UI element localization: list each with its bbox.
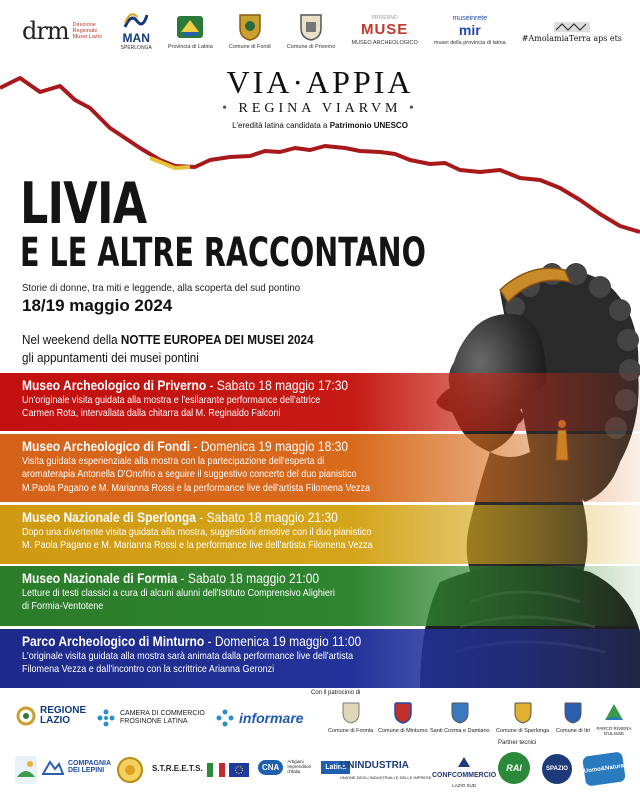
provincia-latina-logo: Provincia di Latina	[168, 5, 213, 57]
museinrete-logo: museinrete mir musei della provincia di latina	[433, 15, 506, 47]
informare-mark-icon	[215, 708, 235, 728]
man-sperlonga-logo: MAN SPERLONGA	[121, 5, 152, 57]
regione-lazio-text: REGIONE LAZIO	[40, 705, 87, 726]
event-desc-line: Letture di testi classici a cura di alcuni alunni dell'Istituto Comprensivo Alighieri	[22, 586, 335, 599]
via-appia-subtitle: • REGINA VIARVM •	[222, 101, 418, 116]
comune-priverno-logo: Comune di Priverno	[287, 5, 336, 57]
event-band-minturno	[0, 629, 640, 688]
top-logo-strip	[0, 0, 640, 62]
intro-line-1: Nel weekend della NOTTE EUROPEA DEI MUSEI 2024	[22, 332, 314, 347]
confcommercio-mark-icon	[457, 756, 471, 768]
camera-commercio-mark-icon	[96, 708, 116, 728]
event-title: Museo Archeologico di Priverno - Sabato 18 maggio 17:30	[22, 377, 349, 393]
parco-riviera-ulisse-logo: PARCO RIVIERA D'ULISSE	[596, 702, 632, 736]
drm-logo: drm Direzione Regionale Musei Lazio	[22, 17, 102, 45]
landscape-logo-icon	[14, 755, 38, 785]
event-desc-line: L'originale visita guidata alla mostra sarà animata dalla performance live dell'artista	[22, 649, 354, 662]
man-wave-icon	[123, 11, 149, 29]
row2-logo-landscape	[14, 755, 38, 785]
itri-crest-icon	[564, 702, 582, 724]
sperlonga-crest-icon	[514, 702, 532, 724]
sun-seal-logo	[116, 756, 144, 784]
event-title: Museo Nazionale di Formia - Sabato 18 maggio 21:00	[22, 570, 320, 586]
compagnia-lepini-logo: COMPAGNIA DEI LEPINI	[42, 758, 118, 776]
comune-fondi-logo: Comune di Fondi	[229, 5, 271, 57]
santi-cosma-damiano-logo: Santi Cosma e Damiano	[430, 702, 490, 734]
subtitle-dot-left: •	[222, 101, 231, 116]
event-desc-line: M.Paola Pagano e M. Marianna Rossi e la performance live dell'artista Filomena Vezza	[22, 482, 371, 495]
cna-logo: CNA Artigiani Imprenditori d'Italia Latina	[258, 760, 350, 775]
eu-flag-icon	[207, 763, 249, 777]
priverno-crest-icon	[298, 12, 324, 42]
informare-logo: informare	[215, 708, 304, 728]
intro-text	[22, 331, 314, 366]
event-band-fondi	[0, 434, 640, 502]
unindustria-logo: UNINDUSTRIA UNIONE DEGLI INDUSTRIALI E DELLE IMPRESE	[340, 760, 432, 780]
patrocinio-label: Con il patrocinio di	[311, 690, 361, 696]
partner-label: Partner tecnici	[498, 740, 537, 746]
spazio-logo	[542, 754, 572, 784]
confcommercio-logo: CONFCOMMERCIO LAZIO SUD	[432, 756, 496, 788]
event-title: Museo Nazionale di Sperlonga - Sabato 18 maggio 21:30	[22, 509, 338, 525]
streets-logo: S.T.R.E.E.T.S.	[152, 764, 203, 773]
event-title: Museo Archeologico di Fondi - Domenica 19 maggio 18:30	[22, 438, 349, 454]
event-title: Parco Archeologico di Minturno - Domenica 19 maggio 11:00	[22, 633, 362, 649]
comune-itri-logo: Comune di Itri	[556, 702, 590, 734]
via-appia-tagline: L'eredità latina candidata a Patrimonio UNESCO	[232, 121, 408, 130]
provincia-latina-crest-icon	[175, 12, 205, 42]
fondi-crest-icon	[237, 12, 263, 42]
headline-raccontano: E LE ALTRE RACCONTANO	[20, 230, 426, 276]
via-appia-title: VIA·APPIA	[226, 64, 414, 100]
amolamiaterra-logo: #AmolamiaTerra aps ets	[522, 5, 622, 57]
headline-livia: LIVIA	[20, 171, 147, 237]
event-desc-line: Un'originale visita guidata alla mostra e l'esilarante performance dell'attrice	[22, 393, 321, 406]
event-desc-line: Carmen Rota, intervallata dalla chitarra dal M. Reginaldo Falconi	[22, 407, 281, 420]
intro-line-2: gli appuntamenti dei musei pontini	[22, 349, 199, 365]
regione-lazio-mark-icon	[16, 706, 36, 726]
event-desc-line: di Formia-Ventotene	[22, 600, 104, 613]
event-desc-line: Dopo una divertente visita guidata alla mostra, suggestioni emotive con il duo pianistico	[22, 525, 372, 538]
event-desc-line: aromaterapia Antonella D'Onofrio a seguire il suggestivo concerto del duo pianistico	[22, 468, 357, 481]
uomo-natura-badge: Uomo&Natura	[582, 751, 626, 786]
camera-commercio-logo	[96, 708, 205, 728]
event-band-priverno	[0, 373, 640, 431]
event-desc-line: Visita guidata esperienziale alla mostra con la partecipazione dell'esperta di	[22, 454, 325, 467]
minturno-crest-icon	[394, 702, 412, 724]
formia-crest-icon	[342, 702, 360, 724]
event-date: 18/19 maggio 2024	[22, 296, 173, 315]
santi-cosma-crest-icon	[451, 702, 469, 724]
event-desc-line: Filomena Vezza e dall'incontro con la scrittrice Arianna Geronzi	[22, 663, 275, 676]
regione-lazio-logo	[16, 706, 86, 726]
rai-badge: RAI	[498, 752, 530, 784]
muse-priverno-logo: PRIVERNO MUSE MUSEO ARCHEOLOGICO	[351, 15, 418, 47]
spazio-badge: SPAZIO	[542, 754, 572, 784]
amolamiaterra-mark-icon	[552, 20, 592, 34]
comune-sperlonga-logo: Comune di Sperlonga	[496, 702, 549, 734]
sun-seal-icon	[116, 756, 144, 784]
lepini-mark-icon	[42, 758, 64, 776]
subtitle-dot-right: •	[409, 101, 418, 116]
rai-logo	[498, 752, 530, 784]
comune-minturno-logo: Comune di Minturno	[378, 702, 428, 734]
headline-lead: Storie di donne, tra miti e leggende, alla scoperta del sud pontino	[22, 282, 301, 294]
uomo-natura-logo	[584, 754, 624, 784]
event-band-sperlonga	[0, 505, 640, 564]
parco-riviera-mark-icon	[603, 702, 625, 722]
camera-commercio-text: CAMERA DI COMMERCIO FROSINONE LATINA	[120, 710, 205, 725]
event-desc-line: M. Paola Pagano e M. Marianna Rossi e la performance live dell'artista Filomena Vezza	[22, 539, 373, 552]
event-band-formia	[0, 566, 640, 626]
flags-logo	[207, 763, 249, 777]
comune-formia-logo: Comune di Formia	[328, 702, 373, 734]
